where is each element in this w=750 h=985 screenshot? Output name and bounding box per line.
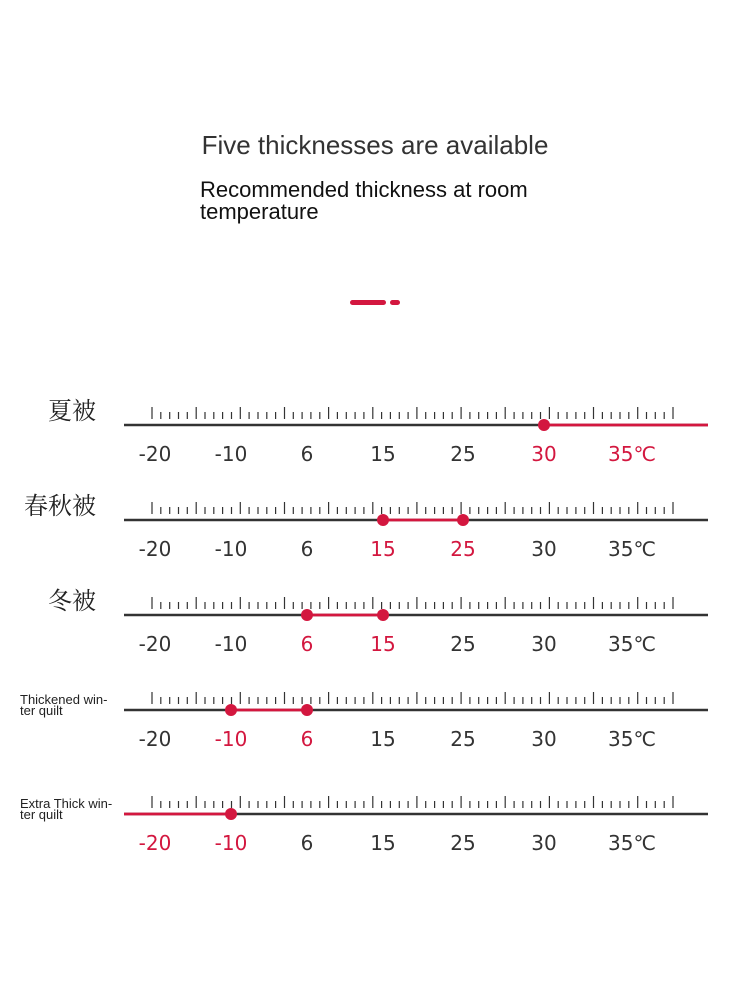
- range-marker-end: [225, 808, 237, 820]
- tick-label: 35℃: [608, 727, 656, 751]
- tick-label: 15: [370, 632, 396, 656]
- range-marker-start: [377, 514, 389, 526]
- range-marker-end: [457, 514, 469, 526]
- tick-label: 6: [300, 831, 314, 855]
- tick-label: 6: [300, 442, 314, 466]
- row-label: 春秋被: [24, 492, 96, 520]
- tick-label: 35℃: [608, 632, 656, 656]
- tick-label: -20: [138, 632, 172, 656]
- row-label: Extra Thick win- ter quilt: [20, 796, 113, 822]
- tick-label: 30: [531, 442, 557, 466]
- tick-label: 15: [370, 831, 396, 855]
- range-marker-end: [377, 609, 389, 621]
- tick-label: 35℃: [608, 537, 656, 561]
- tick-label: 30: [531, 727, 557, 751]
- page-subtitle: Recommended thickness at room temperature: [200, 177, 528, 224]
- tick-label: 25: [450, 442, 476, 466]
- row-label: 冬被: [48, 587, 96, 615]
- page-title: Five thicknesses are available: [201, 130, 549, 160]
- tick-label: 25: [450, 727, 476, 751]
- range-marker-start: [225, 704, 237, 716]
- range-marker-start: [538, 419, 550, 431]
- tick-label: -10: [214, 831, 248, 855]
- tick-label: 30: [531, 632, 557, 656]
- tick-label: 15: [370, 537, 396, 561]
- tick-label: -10: [214, 537, 248, 561]
- tick-label: 6: [300, 727, 314, 751]
- tick-label: 25: [450, 537, 476, 561]
- tick-label: 6: [300, 537, 314, 561]
- tick-label: -10: [214, 442, 248, 466]
- row-label: Thickened win- ter quilt: [20, 692, 108, 718]
- tick-label: 6: [300, 632, 314, 656]
- tick-label: -20: [138, 537, 172, 561]
- tick-label: 25: [450, 831, 476, 855]
- range-marker-start: [301, 609, 313, 621]
- tick-label: -10: [214, 632, 248, 656]
- row-label: 夏被: [48, 397, 96, 425]
- tick-label: -20: [138, 442, 172, 466]
- tick-label: -10: [214, 727, 248, 751]
- range-marker-end: [301, 704, 313, 716]
- tick-label: 15: [370, 727, 396, 751]
- tick-label: 15: [370, 442, 396, 466]
- tick-label: 35℃: [608, 831, 656, 855]
- tick-label: -20: [138, 831, 172, 855]
- tick-label: 30: [531, 537, 557, 561]
- tick-label: 35℃: [608, 442, 656, 466]
- tick-label: -20: [138, 727, 172, 751]
- tick-label: 25: [450, 632, 476, 656]
- tick-label: 30: [531, 831, 557, 855]
